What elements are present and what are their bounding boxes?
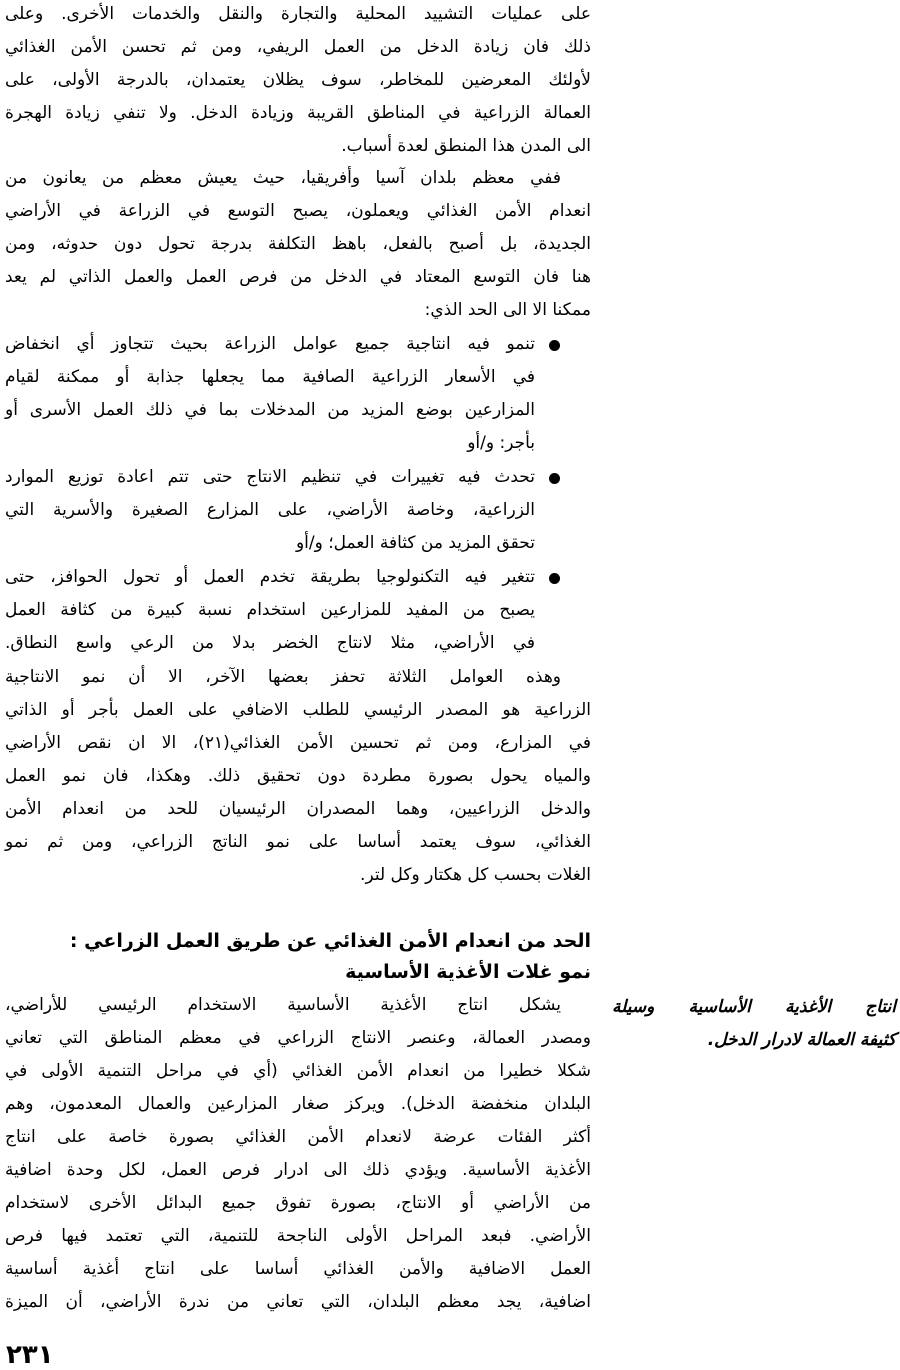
text-line: في الأراضي، مثلا لانتاج الخضر بدلا من الرعي واسع النطاق. [5, 633, 535, 653]
paragraph-3 [5, 661, 591, 892]
text-line: يصبح من المفيد للمزارعين استخدام نسبة كبيرة من كثافة العمل [5, 600, 535, 620]
text-line: ذلك فان زيادة الدخل من العمل الريفي، ومن ثم تحسن الأمن الغذائي [5, 37, 591, 57]
text-line: لأولئك المعرضين للمخاطر، سوف يظلان يعتمدان، بالدرجة الأولى، على [5, 70, 591, 90]
bullet-icon [549, 340, 560, 351]
note-line: كثيفة العمالة لادرار الدخل. [707, 1030, 896, 1050]
paragraph-1 [5, 0, 591, 163]
text-line: العمل الاضافية والأمن الغذائي أساسا على انتاج أغذية أساسية [5, 1259, 591, 1279]
text-line: تحدث فيه تغييرات في تنظيم الانتاج حتى تتم اعادة توزيع الموارد [5, 467, 535, 487]
text-line: في الأسعار الزراعية الصافية مما يجعلها جذابة أو ممكنة لقيام [5, 367, 535, 387]
text-line: ففي معظم بلدان آسيا وأفريقيا، حيث يعيش معظم من يعانون من [5, 168, 561, 188]
text-line: تنمو فيه انتاجية جميع عوامل الزراعة بحيث تتجاوز أي انخفاض [5, 334, 535, 354]
text-line: اضافية، يجد معظم البلدان، التي تعاني من ندرة الأراضي، أن الميزة [5, 1292, 591, 1312]
text-line: ومصدر العمالة، وعنصر الانتاج الزراعي في معظم المناطق التي تعاني [5, 1028, 591, 1048]
note-line: انتاج الأغذية الأساسية وسيلة [612, 997, 896, 1017]
bullet-icon [549, 573, 560, 584]
text-line: في المزارع، ومن ثم تحسين الأمن الغذائي(٢١)، الا ان نقص الأراضي [5, 733, 591, 753]
text-line: وهذه العوامل الثلاثة تحفز بعضها الآخر، الا أن نمو الانتاجية [5, 667, 561, 687]
text-line: شكلا خطيرا من انعدام الأمن الغذائي (أي في مراحل التنمية الأولى في [5, 1061, 591, 1081]
text-line: البلدان منخفضة الدخل). ويركز صغار المزارعين والعمال المعدمون، وهم [5, 1094, 591, 1114]
text-line: الزراعية هو المصدر الرئيسي للطلب الاضافي على العمل بأجر أو الذاتي [5, 700, 591, 720]
text-line: الغذائي، سوف يعتمد أساسا على نمو الناتج الزراعي، ومن ثم نمو [5, 832, 591, 852]
section-heading [5, 926, 591, 988]
text-line: بأجر: و/أو [467, 433, 535, 453]
margin-note [612, 991, 896, 1057]
text-line: تتغير فيه التكنولوجيا بطريقة تخدم العمل أو تحول الحوافز، حتى [5, 567, 535, 587]
text-line: الى المدن هذا المنطق لعدة أسباب. [341, 136, 591, 156]
paragraph-4 [5, 989, 591, 1319]
text-line: يشكل انتاج الأغذية الأساسية الاستخدام الرئيسي للأراضي، [5, 995, 561, 1015]
text-line: الزراعية، وخاصة الأراضي، على المزارع الصغيرة والأسرية التي [5, 500, 535, 520]
heading-line: الحد من انعدام الأمن الغذائي عن طريق العمل الزراعي : [69, 930, 591, 952]
text-line: المزارعين بوضع المزيد من المدخلات بما في ذلك العمل الأسرى أو [5, 400, 535, 420]
bullet-item-2 [5, 461, 535, 560]
text-line: تحقق المزيد من كثافة العمل؛ و/أو [295, 533, 535, 553]
text-line: العمالة الزراعية في المناطق القريبة وزيادة الدخل. ولا تنفي زيادة الهجرة [5, 103, 591, 123]
text-line: الغلات بحسب كل هكتار وكل لتر. [360, 865, 591, 885]
text-line: الأغذية الأساسية. ويؤدي ذلك الى ادرار فرص العمل، لكل وحدة اضافية [5, 1160, 591, 1180]
text-line: هنا فان التوسع المعتاد في الدخل من فرص العمل والعمل الذاتي لم يعد [5, 267, 591, 287]
text-line: انعدام الأمن الغذائي ويعملون، يصبح التوسع في الزراعة في الأراضي [5, 201, 591, 221]
bullet-icon [549, 473, 560, 484]
text-line: ممكنا الا الى الحد الذي: [424, 300, 591, 320]
bullet-item-3 [5, 561, 535, 660]
text-line: أكثر الفئات عرضة لانعدام الأمن الغذائي بصورة خاصة على انتاج [5, 1127, 591, 1147]
heading-line: نمو غلات الأغذية الأساسية [345, 961, 591, 983]
text-line: والمياه يحول بصورة مطردة دون تحقيق ذلك. وهكذا، فان نمو العمل [5, 766, 591, 786]
paragraph-2 [5, 162, 591, 327]
text-line: الأراضي. فبعد المراحل الأولى الناجحة للتنمية، التي تعتمد فيها فرص [5, 1226, 591, 1246]
text-line: والدخل الزراعيين، وهما المصدران الرئيسيان للحد من انعدام الأمن [5, 799, 591, 819]
text-line: الجديدة، بل أصبح بالفعل، باهظ التكلفة بدرجة تحول دون حدوثه، ومن [5, 234, 591, 254]
bullet-item-1 [5, 328, 535, 460]
page-number: ٢٣١ [6, 1340, 54, 1370]
text-line: على عمليات التشييد المحلية والتجارة والنقل والخدمات الأخرى. وعلى [5, 4, 591, 24]
text-line: من الأراضي أو الانتاج، بصورة تفوق جميع البدائل الأخرى لاستخدام [5, 1193, 591, 1213]
